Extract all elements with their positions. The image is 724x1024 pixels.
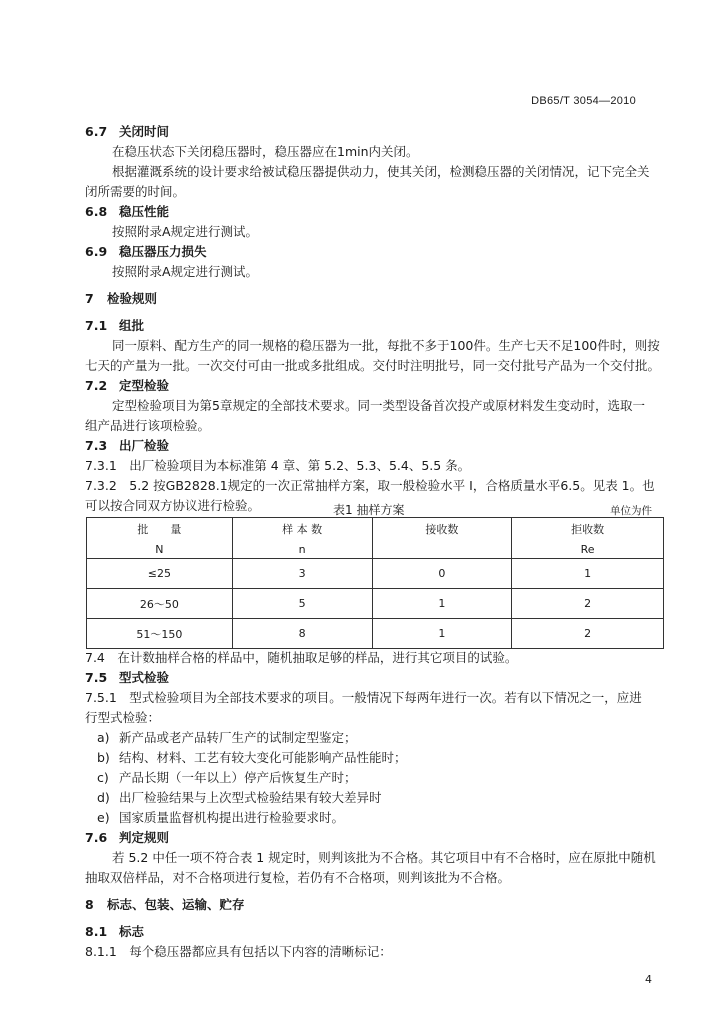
section-7-2-para-line-1: 定型检验项目为第5章规定的全部技术要求。同一类型设备首次投产或原材料发生变动时，选取一 xyxy=(112,398,645,413)
section-7-5-heading: 7.5 型式检验 xyxy=(85,670,170,685)
section-6-7-heading: 6.7 关闭时间 xyxy=(85,124,170,139)
cell-reject-number: 2 xyxy=(512,619,664,649)
clause-7-4: 7.4 在计数抽样合格的样品中，随机抽取足够的样品，进行其它项目的试验。 xyxy=(85,650,518,665)
cell-accept-number: 0 xyxy=(372,559,512,589)
section-7-2-para-line-2: 组产品进行该项检验。 xyxy=(85,418,211,433)
chapter-8-heading: 8 标志、包装、运输、贮存 xyxy=(85,897,245,912)
cell-lot-size: 26～50 xyxy=(87,589,233,619)
section-6-9-para: 按照附录A规定进行测试。 xyxy=(112,264,259,279)
section-8-1-heading: 8.1 标志 xyxy=(85,924,145,939)
section-6-7-para-1: 在稳压状态下关闭稳压器时，稳压器应在1min内关闭。 xyxy=(112,144,419,159)
header-cell-reject-number: 拒收数 Re xyxy=(512,518,664,559)
cell-accept-number: 1 xyxy=(372,619,512,649)
list-item: b) 结构、材料、工艺有较大变化可能影响产品性能时； xyxy=(97,750,407,765)
cell-sample-size: 5 xyxy=(232,589,372,619)
section-6-7-para-2-line-2: 闭所需要的时间。 xyxy=(85,184,186,199)
cell-lot-size: ≤25 xyxy=(87,559,233,589)
section-7-6-para-line-1: 若 5.2 中任一项不符合表 1 规定时，则判该批为不合格。其它项目中有不合格时，应在原批中随机 xyxy=(112,850,656,865)
table-unit-note: 单位为件 xyxy=(610,505,652,517)
header-cell-accept-number: 接收数 xyxy=(372,518,512,559)
list-item: e) 国家质量监督机构提出进行检验要求时。 xyxy=(97,810,345,825)
section-7-2-heading: 7.2 定型检验 xyxy=(85,378,170,393)
clause-7-5-1-line-2: 行型式检验： xyxy=(85,710,161,725)
cell-reject-number: 1 xyxy=(512,559,664,589)
clause-7-3-1: 7.3.1 出厂检验项目为本标准第 4 章、第 5.2、5.3、5.4、5.5 条。 xyxy=(85,458,471,473)
section-6-7-para-2-line-1: 根据灌溉系统的设计要求给被试稳压器提供动力，使其关闭，检测稳压器的关闭情况，记下完全关 xyxy=(112,164,650,179)
cell-accept-number: 1 xyxy=(372,589,512,619)
table-caption: 表1 抽样方案 xyxy=(333,503,405,517)
cell-reject-number: 2 xyxy=(512,589,664,619)
clause-7-3-2-line-2: 可以按合同双方协议进行检验。 xyxy=(85,498,261,513)
document-code: DB65/T 3054—2010 xyxy=(531,95,636,107)
header-cell-lot-size: 批 量 N xyxy=(87,518,233,559)
section-7-6-heading: 7.6 判定规则 xyxy=(85,830,170,845)
clause-7-5-1-line-1: 7.5.1 型式检验项目为全部技术要求的项目。一般情况下每两年进行一次。若有以下情况之一，应进 xyxy=(85,690,642,705)
page-number: 4 xyxy=(645,973,652,986)
section-7-1-heading: 7.1 组批 xyxy=(85,318,145,333)
list-item: d) 出厂检验结果与上次型式检验结果有较大差异时 xyxy=(97,790,382,805)
list-item: c) 产品长期（一年以上）停产后恢复生产时； xyxy=(97,770,357,785)
table-header-row xyxy=(87,518,664,559)
cell-sample-size: 8 xyxy=(232,619,372,649)
header-cell-sample-size: 样 本 数 n xyxy=(232,518,372,559)
chapter-7-heading: 7 检验规则 xyxy=(85,291,158,306)
cell-lot-size: 51～150 xyxy=(87,619,233,649)
section-7-3-heading: 7.3 出厂检验 xyxy=(85,438,170,453)
section-7-6-para-line-2: 抽取双倍样品，对不合格项进行复检，若仍有不合格项，则判该批为不合格。 xyxy=(85,870,511,885)
table-row xyxy=(87,589,664,619)
sampling-plan-table xyxy=(86,517,664,649)
table-row xyxy=(87,559,664,589)
section-7-1-para-line-2: 七天的产量为一批。一次交付可由一批或多批组成。交付时注明批号，同一交付批号产品为一个交付批。 xyxy=(85,358,661,373)
section-6-8-heading: 6.8 稳压性能 xyxy=(85,204,170,219)
section-7-1-para-line-1: 同一原料、配方生产的同一规格的稳压器为一批，每批不多于100件。生产七天不足100件时，则按 xyxy=(112,338,660,353)
cell-sample-size: 3 xyxy=(232,559,372,589)
list-item: a) 新产品或老产品转厂生产的试制定型鉴定； xyxy=(97,730,357,745)
section-6-8-para: 按照附录A规定进行测试。 xyxy=(112,224,259,239)
clause-7-3-2-line-1: 7.3.2 5.2 按GB2828.1规定的一次正常抽样方案，取一般检验水平 I，合格质量水平6.5。见表 1。也 xyxy=(85,478,655,493)
clause-8-1-1: 8.1.1 每个稳压器都应具有包括以下内容的清晰标记： xyxy=(85,944,392,959)
table-row xyxy=(87,619,664,649)
section-6-9-heading: 6.9 稳压器压力损失 xyxy=(85,244,207,259)
